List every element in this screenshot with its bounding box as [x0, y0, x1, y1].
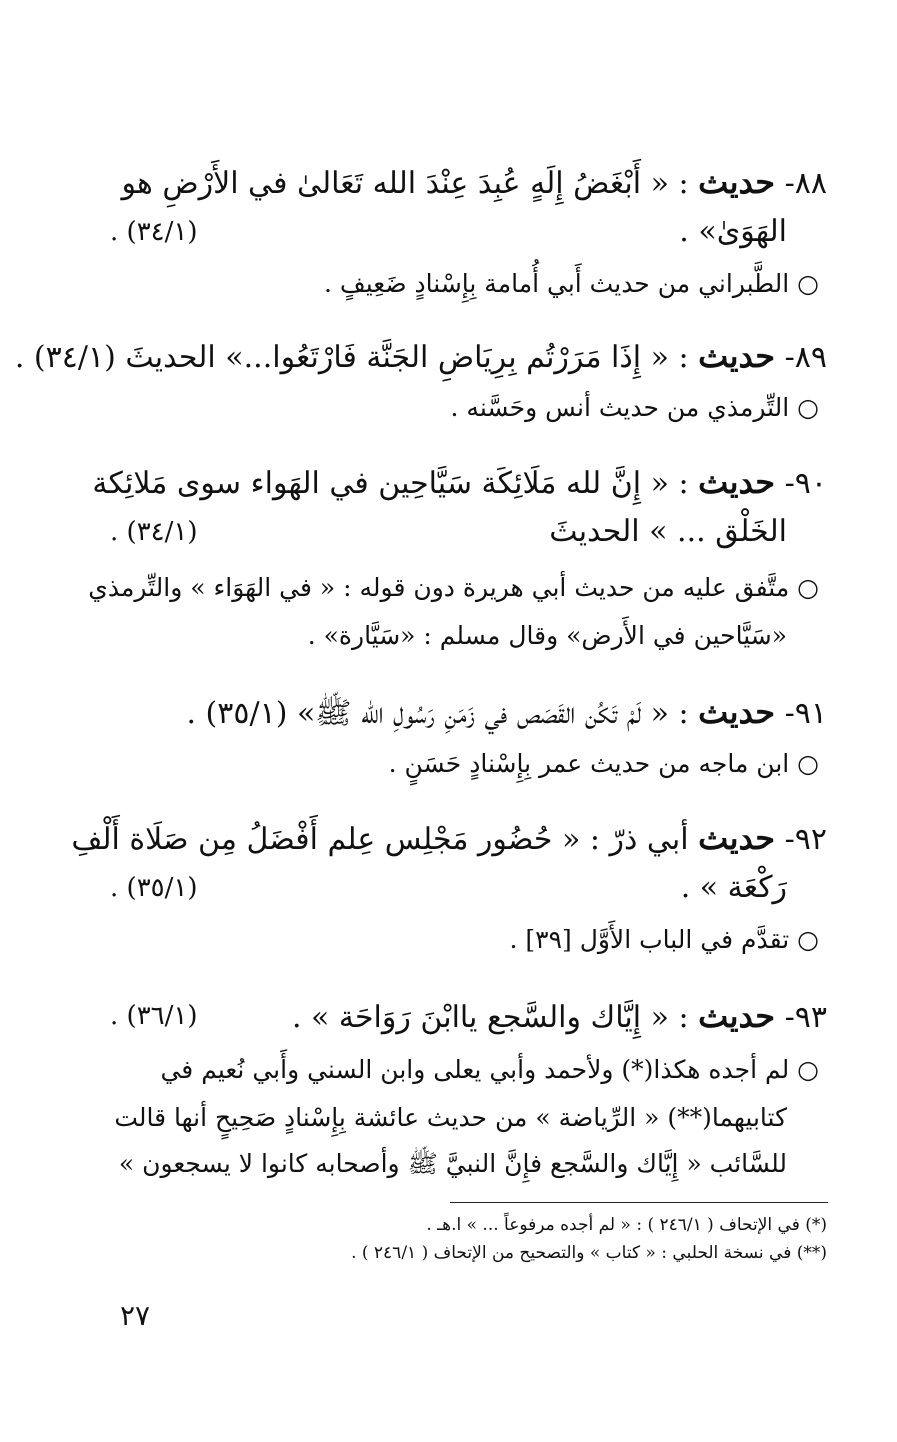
- hadith-93-note-2: كتابيهما(**) « الرِّياضة » من حديث عائشة بِإِسْنادٍ صَحِيحٍ أنها قالت: [114, 1103, 787, 1132]
- footnote-1: (*) في الإتحاف ( ٢٤٦/١ ) : « لم أجده مرفوعاً ... » ا.هـ .: [426, 1215, 827, 1235]
- hadith-88-line-2: الهَوَىٰ» .: [679, 214, 787, 249]
- hadith-91-line-1: ٩١- حديث : « لَمْ تَكُن القَصَص في زَمَنِ رَسُولِ الله ﷺ» (٣٥/١) .: [186, 693, 827, 731]
- hadith-92-note: ○ تقدَّم في الباب الأَوَّل [٣٩] .: [509, 925, 819, 954]
- page-number: ٢٧: [119, 1299, 151, 1332]
- hadith-90-line-1: ٩٠- حديث : « إِنَّ لله مَلَائِكَة سَيَّاحِين في الهَواء سوى مَلائِكة: [92, 463, 827, 501]
- footnote-divider: [450, 1202, 828, 1203]
- hadith-keyword: حديث: [698, 163, 776, 201]
- hadith-92-line-1: ٩٢- حديث أبي ذرّ : « حُضُور مَجْلِس عِلم أَفْضَلُ مِن صَلَاة أَلْفِ: [71, 819, 827, 857]
- hadith-88-note: ○ الطَّبراني من حديث أَبي أُمامة بِإِسْنادٍ ضَعِيفٍ .: [323, 269, 819, 298]
- hadith-92-line-2: رَكْعَة » .: [680, 870, 787, 905]
- hadith-93-line-1: ٩٣- حديث : « إِيَّاك والسَّجع ياابْنَ رَوَاحَة » .: [291, 997, 827, 1035]
- hadith-90-note-2: «سَيَّاحين في الأَرض» وقال مسلم : «سَيَّارة» .: [307, 621, 787, 650]
- hadith-93-ref: (٣٦/١) .: [110, 1001, 198, 1031]
- hadith-93-note-1: ○ لم أجده هكذا(*) ولأحمد وأبي يعلى وابن السني وأَبي نُعيم في: [160, 1055, 819, 1084]
- hadith-90-ref: (٣٤/١) .: [110, 517, 198, 547]
- hadith-number: ٨٨-: [784, 166, 827, 201]
- hadith-89-note: ○ التِّرمذي من حديث أنس وحَسَّنه .: [450, 393, 819, 422]
- hadith-92-ref: (٣٥/١) .: [110, 873, 198, 903]
- hadith-90-note-1: ○ متَّفق عليه من حديث أبي هريرة دون قوله : « في الهَوَاء » والتِّرمذي: [88, 573, 819, 602]
- hadith-91-note: ○ ابن ماجه من حديث عمر بِإِسْنادٍ حَسَنٍ .: [388, 749, 819, 778]
- hadith-89-line-1: ٨٩- حديث : « إِذَا مَرَرْتُم بِرِيَاضِ الجَنَّة فَارْتَعُوا...» الحديثَ (٣٤/١) .: [14, 337, 827, 375]
- hadith-88-line-1: ٨٨- حديث : « أَبْغَضُ إِلَهٍ عُبِدَ عِنْدَ الله تَعَالىٰ في الأَرْضِ هو: [121, 163, 827, 201]
- hadith-90-line-2: الخَلْق ... » الحديثَ: [549, 514, 787, 549]
- hadith-93-note-3: للسَّائب « إِيَّاك والسَّجع فإِنَّ النبيَّ ﷺ وأصحابه كانوا لا يسجعون »: [118, 1149, 787, 1178]
- hadith-text: « أَبْغَضُ إِلَهٍ عُبِدَ عِنْدَ الله تَعَالىٰ في الأَرْضِ هو: [121, 166, 669, 201]
- footnote-2: (**) في نسخة الحلبي : « كتاب » والتصحيح من الإتحاف ( ٢٤٦/١ ) .: [351, 1243, 827, 1263]
- hadith-88-ref: (٣٤/١) .: [110, 217, 198, 247]
